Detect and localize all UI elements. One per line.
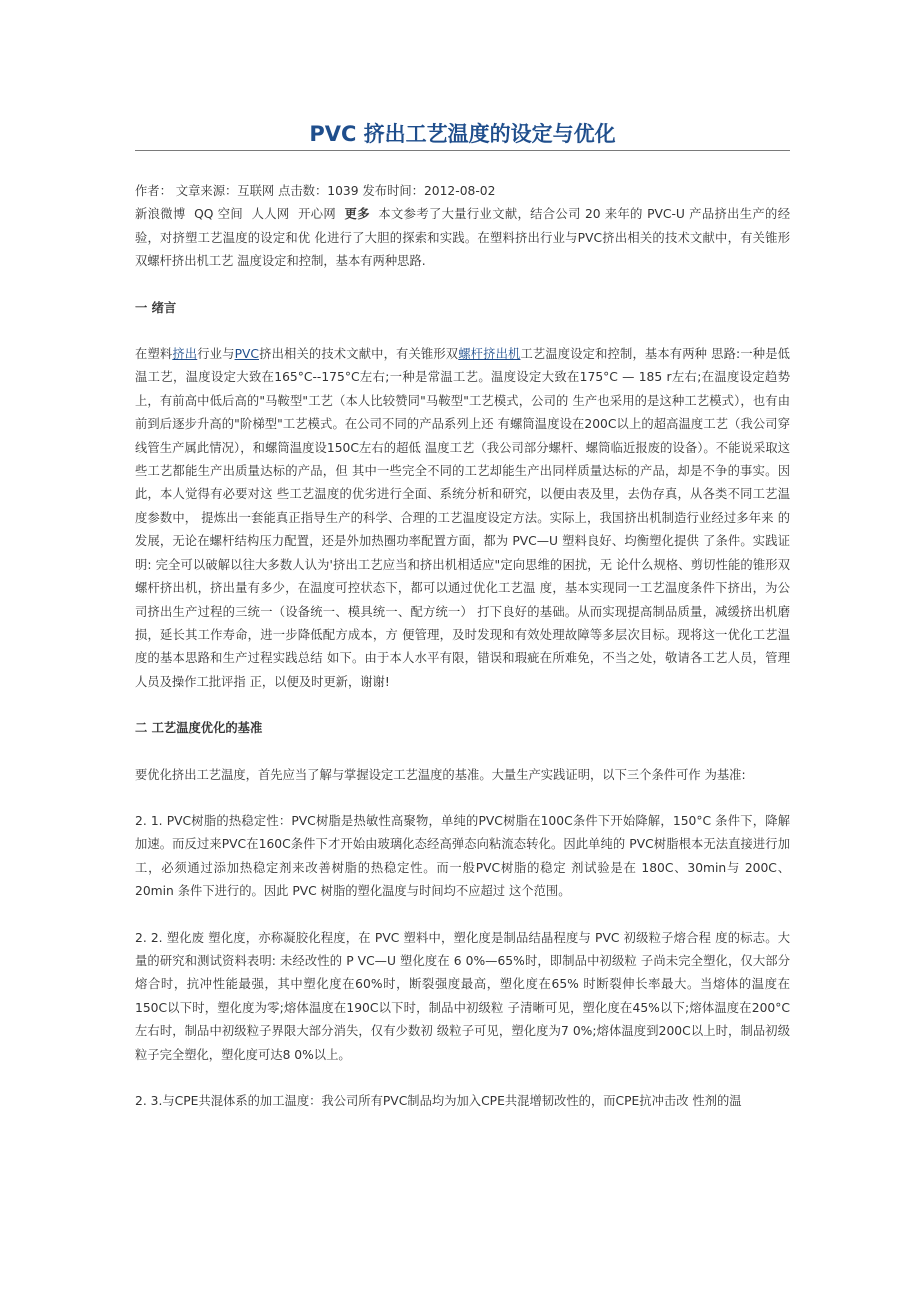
spacer	[135, 320, 790, 343]
section2-paragraph-4: 2. 3.与CPE共混体系的加工温度：我公司所有PVC制品均为加入CPE共混增韧改性的，而CPE抗冲击改 性剂的温	[135, 1094, 742, 1108]
section2-paragraph-3: 2. 2. 塑化废 塑化度，亦称凝胶化程度，在 PVC 塑料中，塑化度是制品结晶程度与 PVC 初级粒子熔合程 度的标志。大量的研究和测试资料表明: 未经改性的 P VC—U 塑化度在 6 0%—65%时，即制品中初级粒 子尚未完全塑化，仅大部分熔合时，抗冲性能最强，其中塑化度在60%时，断裂强度最高，塑化度在65% 时断裂伸长率最大。当熔体的温度在150C以下时，塑化度为零;熔体温度在190C以下时，制品中初级粒 子清晰可见，塑化度在45%以下;熔体温度在200°C左右时，制品中初级粒子界限大部分消失，仅有少数初 级粒子可见，塑化度为7 0%;熔体温度到200C以上时，制品初级粒子完全塑化，塑化度可达8 0%以上。	[135, 930, 790, 1062]
keyword-link-extrusion[interactable]: 挤出	[172, 347, 198, 362]
spacer	[135, 787, 790, 810]
intro-paragraph	[135, 203, 790, 273]
section2-paragraph-2: 2. 1. PVC树脂的热稳定性：PVC树脂是热敏性高聚物，单纯的PVC树脂在100C条件下开始降解，150°C 条件下，降解加速。而反过来PVC在160C条件下才开始由玻璃化态经高弹态向粘流态转化。因此单纯的 PVC树脂根本无法直接进行加工，必须通过添加热稳定剂来改善树脂的热稳定性。而一般PVC树脂的稳定 剂试验是在 180C、30min与 200C、20min 条件下进行的。因此 PVC 树脂的塑化温度与时间均不应超过 这个范围。	[135, 813, 790, 899]
share-weibo-link[interactable]: 新浪微博	[135, 207, 186, 222]
keyword-link-screw-extruder[interactable]: 螺杆挤出机	[458, 347, 521, 362]
share-renren-link[interactable]: 人人网	[251, 207, 290, 222]
intro-text: 本文参考了大量行业文献，结合公司 20 来年的 PVC-U 产品挤出生产的经验，对挤塑工艺温度的设定和优 化进行了大胆的探索和实践。在塑料挤出行业与PVC挤出相关的技术文献中，有关锥形双螺杆挤出机工艺 温度设定和控制，基本有两种思路.	[135, 207, 791, 269]
text-run: 行业与	[197, 347, 235, 362]
spacer	[135, 741, 790, 764]
spacer	[135, 904, 790, 927]
keyword-link-pvc[interactable]: PVC	[234, 347, 259, 362]
spacer	[135, 274, 790, 297]
section-heading-intro: 一 绪言	[135, 300, 177, 315]
title-divider	[135, 150, 790, 151]
share-kaixin-link[interactable]: 开心网	[298, 207, 337, 222]
section-heading-baseline: 二 工艺温度优化的基准	[135, 721, 263, 736]
spacer	[135, 694, 790, 717]
text-run: 挤出相关的技术文献中，有关锥形双	[259, 347, 459, 362]
spacer	[135, 1067, 790, 1090]
article-body	[135, 180, 790, 1113]
text-run: 在塑料	[135, 347, 173, 362]
article-meta: 作者： 文章来源：互联网 点击数：1039 发布时间：2012-08-02	[135, 184, 496, 198]
section1-paragraph	[135, 343, 790, 694]
section2-paragraph-1: 要优化挤出工艺温度，首先应当了解与掌握设定工艺温度的基准。大量生产实践证明，以下三个条件可作 为基准:	[135, 767, 746, 782]
share-more-link[interactable]: 更多	[344, 207, 370, 222]
share-qzone-link[interactable]: QQ 空间	[194, 207, 244, 222]
page-title: PVC 挤出工艺温度的设定与优化	[309, 122, 616, 146]
text-run: 工艺温度设定和控制，基本有两种 思路:一种是低温工艺，温度设定大致在165°C--175°C左右;一种是常温工艺。温度设定大致在175°C — 185 r左右;在温度设定趋势上，有前高中低后高的"马鞍型"工艺（本人比较赞同"马鞍型"工艺模式，公司的 生产也采用的是这种工艺模式），也有由前到后逐步升高的"阶梯型"工艺模式。在公司不同的产品系列上还 有螺筒温度设在200C以上的超高温度工艺（我公司穿线管生产属此情况），和螺筒温度设150C左右的超低 温度工艺（我公司部分螺杆、螺筒临近报废的设备）。不能说采取这些工艺都能生产出质量达标的产品，但 其中一些完全不同的工艺却能生产出同样质量达标的产品，却是不争的事实。因此，本人觉得有必要对这 些工艺温度的优劣进行全面、系统分析和研究，以便由表及里，去伪存真，从各类不同工艺温度参数中， 提炼出一套能真正指导生产的科学、合理的工艺温度设定方法。实际上，我国挤出机制造行业经过多年来 的发展，无论在螺杆结构压力配置，还是外加热圈功率配置方面，都为 PVC—U 塑料良好、均衡塑化提供 了条件。实践证明: 完全可以破解以往大多数人认为'挤出工艺应当和挤出机相适应"定向思维的困扰，无 论什么规格、剪切性能的锥形双螺杆挤出机，挤出量有多少，在温度可控状态下，都可以通过优化工艺温 度，基本实现同一工艺温度条件下挤出，为公司挤出生产过程的三统一（设备统一、模具统一、配方统一） 打下良好的基础。从而实现提高制品质量，减缓挤出机磨损，延长其工作寿命，进一步降低配方成本，方 便管理，及时发现和有效处理故障等多层次目标。现将这一优化工艺温度的基本思路和生产过程实践总结 如下。由于本人水平有限，错误和瑕疵在所难免，不当之处，敬请各工艺人员，管理人员及操作工批评指 正，以便及时更新，谢谢!	[135, 347, 790, 689]
